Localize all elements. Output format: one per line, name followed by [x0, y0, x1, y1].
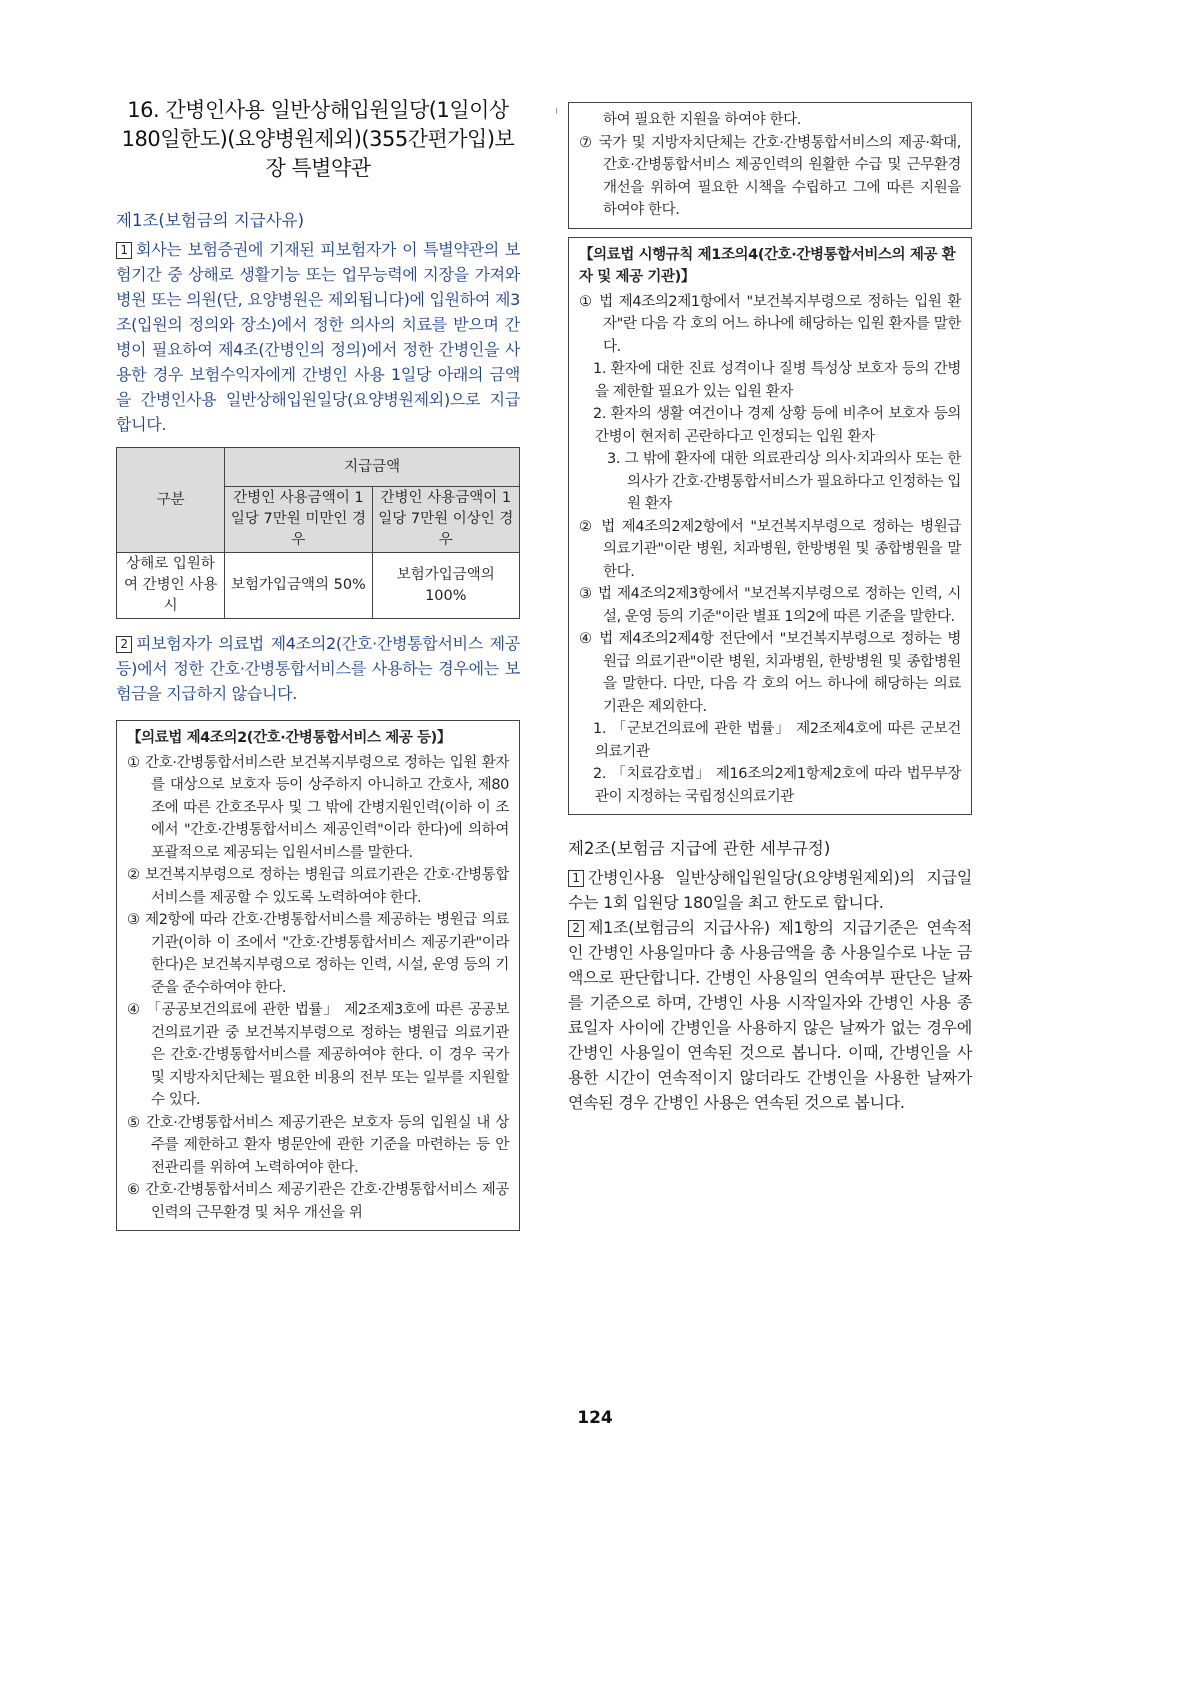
table-cell-100: 보험가입금액의 100%	[372, 553, 519, 619]
medical-law-item: ① 간호·간병통합서비스란 보건복지부령으로 정하는 입원 환자를 대상으로 보호자 등이 상주하지 아니하고 간호사, 제80조에 따른 간호조무사 및 그 밖에 간병지원인력(이하 이 조에서 "간호·간병통합서비스 제공인력"이라 한다)에 의하여 포괄적으로 제공되는 입원서비스를 말한다.	[127, 754, 509, 861]
enforcement-rule-subitem: 2. 「치료감호법」 제16조의2제1항제2호에 따라 법무부장관이 지정하는 국립정신의료기관	[593, 766, 961, 805]
article1-heading: 제1조(보험금의 지급사유)	[116, 211, 305, 230]
clause-number-2: 2	[568, 920, 584, 937]
clause-number-1: 1	[568, 870, 584, 887]
enforcement-rule-item-2: ② 법 제4조의2제2항에서 "보건복지부령으로 정하는 병원급 의료기관"이란 병원, 치과병원, 한방병원 및 종합병원을 말한다.	[579, 518, 961, 580]
medical-law-item: ② 보건복지부령으로 정하는 병원급 의료기관은 간호·간병통합서비스를 제공할 수 있도록 노력하여야 한다.	[127, 867, 509, 906]
table-header-category: 구분	[117, 448, 225, 553]
medical-law-item: ③ 제2항에 따라 간호·간병통합서비스를 제공하는 병원급 의료기관(이하 이 조에서 "간호·간병통합서비스 제공기관"이라 한다)은 보건복지부령으로 정하는 인력, 시설, 운영 등의 기준을 준수하여야 한다.	[127, 912, 509, 996]
enforcement-rule-box-title: 【의료법 시행규칙 제1조의4(간호·간병통합서비스의 제공 환자 및 제공 기관)】	[579, 246, 956, 285]
payment-table	[116, 447, 520, 619]
table-subheader-under: 간병인 사용금액이 1일당 7만원 미만인 경우	[225, 487, 372, 553]
page-title: 16. 간병인사용 일반상해입원일당(1일이상 180일한도)(요양병원제외)(355간편가입)보장 특별약관	[121, 98, 515, 180]
article1-paragraph1-text: 회사는 보험증권에 기재된 피보험자가 이 특별약관의 보험기간 중 상해로 생활기능 또는 업무능력에 지장을 가져와 병원 또는 의원(단, 요양병원은 제외됩니다)에 입원하여 제3조(입원의 정의와 장소)에서 정한 의사의 치료를 받으며 간병이 필요하여 제4조(간병인의 정의)에서 정한 간병인을 사용한 경우 보험수익자에게 간병인 사용 1일당 아래의 금액을 간병인사용 일반상해입원일당(요양병원제외)으로 지급합니다.	[116, 240, 520, 434]
clause-number-1: 1	[116, 242, 132, 259]
article1-paragraph1	[116, 237, 520, 437]
article1-paragraph2-text: 피보험자가 의료법 제4조의2(간호·간병통합서비스 제공 등)에서 정한 간호·간병통합서비스를 사용하는 경우에는 보험금을 지급하지 않습니다.	[116, 634, 520, 703]
article1-paragraph2	[116, 631, 520, 706]
article2-paragraph1	[568, 865, 972, 915]
article2-paragraph1-text: 간병인사용 일반상해입원일당(요양병원제외)의 지급일수는 1회 입원당 180일을 최고 한도로 합니다.	[568, 868, 972, 912]
medical-law-item: ⑤ 간호·간병통합서비스 제공기관은 보호자 등의 입원실 내 상주를 제한하고 환자 병문안에 관한 기준을 마련하는 등 안전관리를 위하여 노력하여야 한다.	[127, 1114, 509, 1176]
medical-law-item-7: ⑦ 국가 및 지방자치단체는 간호·간병통합서비스의 제공·확대, 간호·간병통합서비스 제공인력의 원활한 수급 및 근무환경 개선을 위하여 필요한 시책을 수립하고 그에 따른 지원을 하여야 한다.	[579, 134, 961, 218]
medical-law-box	[116, 720, 520, 1231]
page-number: 124	[577, 1408, 613, 1428]
column-divider-mark	[556, 108, 557, 114]
enforcement-rule-box	[568, 237, 972, 816]
article2-heading: 제2조(보험금 지급에 관한 세부규정)	[568, 839, 831, 858]
enforcement-rule-item-3: ③ 법 제4조의2제3항에서 "보건복지부령으로 정하는 인력, 시설, 운영 등의 기준"이란 별표 1의2에 따른 기준을 말한다.	[579, 586, 961, 625]
left-column	[116, 96, 520, 1231]
medical-law-continued-text: 하여 필요한 지원을 하여야 한다.	[603, 112, 801, 128]
table-row-label: 상해로 입원하여 간병인 사용시	[117, 553, 225, 619]
enforcement-rule-subitem-3: 3. 그 밖에 환자에 대한 의료관리상 의사·치과의사 또는 한의사가 간호·간병통합서비스가 필요하다고 인정하는 입원 환자	[607, 451, 962, 512]
medical-law-box-continued	[568, 102, 972, 229]
article2-paragraph2	[568, 915, 972, 1115]
enforcement-rule-item-4: ④ 법 제4조의2제4항 전단에서 "보건복지부령으로 정하는 병원급 의료기관"이란 병원, 치과병원, 한방병원 및 종합병원을 말한다. 다만, 다음 각 호의 어느 하나에 해당하는 의료기관은 제외한다.	[579, 631, 961, 715]
table-cell-50: 보험가입금액의 50%	[225, 553, 372, 619]
medical-law-box-title: 【의료법 제4조의2(간호·간병통합서비스 제공 등)】	[127, 730, 452, 746]
enforcement-rule-subitem: 2. 환자의 생활 여건이나 경제 상황 등에 비추어 보호자 등의 간병이 현저히 곤란하다고 인정되는 입원 환자	[593, 406, 961, 445]
clause-number-2: 2	[116, 636, 132, 653]
table-header-amount: 지급금액	[225, 448, 520, 487]
enforcement-rule-subitem: 1. 「군보건의료에 관한 법률」 제2조제4호에 따른 군보건의료기관	[593, 721, 961, 760]
right-column	[568, 96, 972, 1115]
table-subheader-over: 간병인 사용금액이 1일당 7만원 이상인 경우	[372, 487, 519, 553]
enforcement-rule-subitem: 1. 환자에 대한 진료 성격이나 질병 특성상 보호자 등의 간병을 제한할 필요가 있는 입원 환자	[593, 361, 961, 400]
medical-law-item: ④ 「공공보건의료에 관한 법률」 제2조제3호에 따른 공공보건의료기관 중 보건복지부령으로 정하는 병원급 의료기관은 간호·간병통합서비스를 제공하여야 한다. 이 경우 국가 및 지방자치단체는 필요한 비용의 전부 또는 일부를 지원할 수 있다.	[127, 1002, 509, 1108]
enforcement-rule-item-1: ① 법 제4조의2제1항에서 "보건복지부령으로 정하는 입원 환자"란 다음 각 호의 어느 하나에 해당하는 입원 환자를 말한다.	[579, 293, 961, 355]
article2-paragraph2-text: 제1조(보험금의 지급사유) 제1항의 지급기준은 연속적인 간병인 사용일마다 총 사용금액을 총 사용일수로 나눈 금액으로 판단합니다. 간병인 사용일의 연속여부 판단은 날짜를 기준으로 하며, 간병인 사용 시작일자와 간병인 사용 종료일자 사이에 간병인을 사용하지 않은 날짜가 없는 경우에 간병인 사용일이 연속된 것으로 봅니다. 이때, 간병인을 사용한 시간이 연속적이지 않더라도 간병인을 사용한 날짜가 연속된 경우 간병인 사용은 연속된 것으로 봅니다.	[568, 918, 972, 1112]
medical-law-item: ⑥ 간호·간병통합서비스 제공기관은 간호·간병통합서비스 제공인력의 근무환경 및 처우 개선을 위	[127, 1182, 509, 1221]
